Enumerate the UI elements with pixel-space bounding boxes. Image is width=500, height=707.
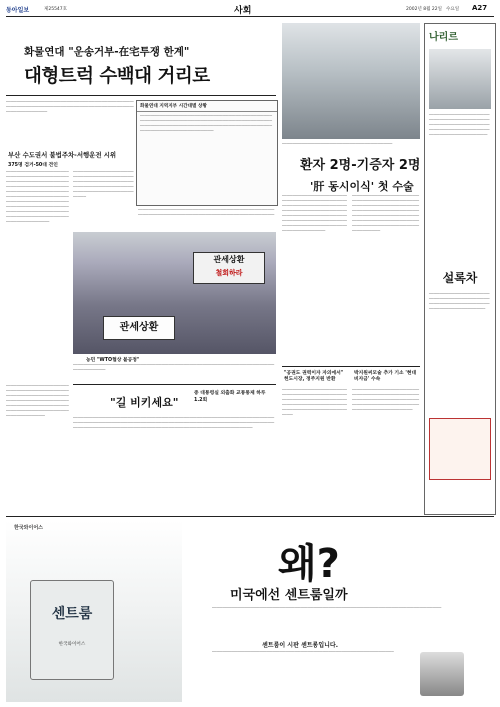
header-rule: [6, 16, 494, 17]
sidebar-text-1: ───────────────────────────────────────────────────────────────────────────────────────────────────────────────────────────────────────────: [429, 113, 490, 137]
sidebar-title-2: 설록차: [442, 271, 478, 285]
page-number: A27: [472, 4, 488, 12]
protest-banner: [103, 316, 175, 340]
ad-bottle-maker: 한국와이어스: [58, 642, 86, 647]
article2-headline: 환자 2명-기증자 2명: [300, 158, 421, 173]
date: 2002년 8월 22일: [406, 7, 442, 12]
paper-name: 동아일보: [6, 7, 30, 14]
sidebar-ad: [429, 418, 491, 480]
ad-subline: 센트룸이 시판 센트롱입니다.: [262, 642, 339, 649]
section-title: 사회: [234, 6, 252, 16]
article3-body-col1: ───────────────────────────────────────────────────────────────────────────────────────────────────────────────────────────────────────────────────────────: [282, 388, 347, 417]
photo1-caption: ────────────────────────────────────────────────────────────────────────────────────────────────────────────: [73, 363, 275, 372]
intro-text: ─────────────────────────────────────────────────────────────────────────────────────────────────────────────────────────────────────────: [6, 100, 134, 114]
article2-body-col1: ──────────────────────────────────────────────────────────────────────────────────────────────────────────────────────────────────────────────────────────────────────────────────────────────────────────────────────────────────────: [282, 194, 347, 233]
ad-body-1: ──────────────────────────────────────────────────────────────────────────────────────────────────────────: [212, 606, 442, 610]
hospital-photo: [282, 23, 420, 139]
protest-sign-1-text: 관세상환: [213, 255, 245, 264]
mid-headline: "길 비키세요": [110, 396, 179, 409]
ad-right-panel: [186, 520, 494, 702]
ad-bottle: [30, 580, 114, 680]
photo1-caption-title: 농민 "WTO협상 불공정": [86, 358, 140, 363]
ad-body-2: ────────────────────────────────────────────────────────────────────────────────────: [212, 650, 394, 654]
article3-box2: 박지원씨모술 추가 기소 '현대비자금' 수속: [354, 371, 417, 383]
kicker: 화물연대 "운송거부-在宅투쟁 한계": [24, 46, 190, 58]
status-box: [136, 100, 278, 206]
protest-banner-text: 관세상환: [119, 322, 159, 333]
mid-subhead: 중 대통령실 외출화 교통통제 하루 1.2회: [194, 391, 266, 403]
ad-bottle-small: [420, 652, 464, 696]
ad-big-question: 왜?: [278, 541, 340, 587]
sidebar-title-1: 나리르: [429, 32, 458, 43]
article1-body-col3: ──────────────────────────────────────────────────────────────────────────────────────────────────────────────────────────────: [138, 208, 275, 217]
sidebar-text-2: ──────────────────────────────────────────────────────────────────────────────────────────────────────────────: [429, 292, 490, 311]
mid-body: ─────────────────────────────────────────────────────────────────────────────────────────────────────────────────────────────────────────────────────────────────────────────────────────────────────────────────────────────────────────────────────────────────────────────: [73, 416, 275, 430]
mid-rule: [73, 384, 276, 385]
photo2-caption: ───────────────────────────────────────────────────: [282, 142, 393, 146]
ad-left-panel: [6, 520, 182, 702]
status-box-rows: ─────────────────────────────────────────────────────────────────────────────────────────────────────────────────────────────────────────────────────────────────────────────────────────────────────────────────────────: [140, 114, 272, 133]
protest-photo: [73, 232, 276, 354]
masthead: [6, 3, 494, 16]
subhead: 부산 수도권서 불법주차-서행운전 시위: [8, 151, 117, 159]
status-box-title: 화물연대 지역지부 시간대별 상황: [137, 101, 277, 112]
protest-sign-1: [193, 252, 265, 284]
ad-left-logo: 한국와이어스: [14, 525, 43, 531]
weekday: 수요일: [446, 7, 460, 12]
article1-body-col1: ──────────────────────────────────────────────────────────────────────────────────────────────────────────────────────────────────────────────────────────────────────────────────────────────────────────────────────────────────────────────────────────────────────────────────────────────────────────────────────: [6, 170, 69, 224]
main-headline: 대형트럭 수백대 거리로: [24, 66, 210, 87]
headline-rule: [6, 95, 276, 96]
sidebar-photo: [429, 49, 491, 109]
ad-bottle-brand: 센트룸: [51, 606, 93, 622]
article2-body-col2: ──────────────────────────────────────────────────────────────────────────────────────────────────────────────────────────────────────────────────────────────────────────────────────────────────────────────────────────────────────: [352, 194, 420, 233]
ad-top-rule: [6, 516, 494, 517]
protest-sign-2-text: 철회하라: [215, 269, 243, 277]
article2-subhead: '肝 동시이식' 첫 수술: [310, 180, 414, 193]
article1-body-col2: ──────────────────────────────────────────────────────────────────────────────────────────────────────────────────────────────────────────────────: [73, 170, 134, 199]
sidebar-column: [424, 23, 496, 515]
article3-box1: "공권도 권력이자 자의에서" 헌도시장, 정주지원 반환: [284, 371, 344, 383]
article3-body-col2: ────────────────────────────────────────────────────────────────────────────────────────────────────────────────────────────────────────────────────────: [352, 388, 420, 412]
subhead-2: 375명 검거-50대 견인: [8, 163, 58, 168]
left-col-bottom: ────────────────────────────────────────────────────────────────────────────────────────────────────────────────────────────────────────────────────────────────────────────────────────────────: [6, 384, 69, 418]
edition: 제25547호: [44, 7, 68, 12]
ad-headline: 미국에선 센트룸일까: [230, 588, 348, 603]
article3-rule: [282, 366, 420, 367]
